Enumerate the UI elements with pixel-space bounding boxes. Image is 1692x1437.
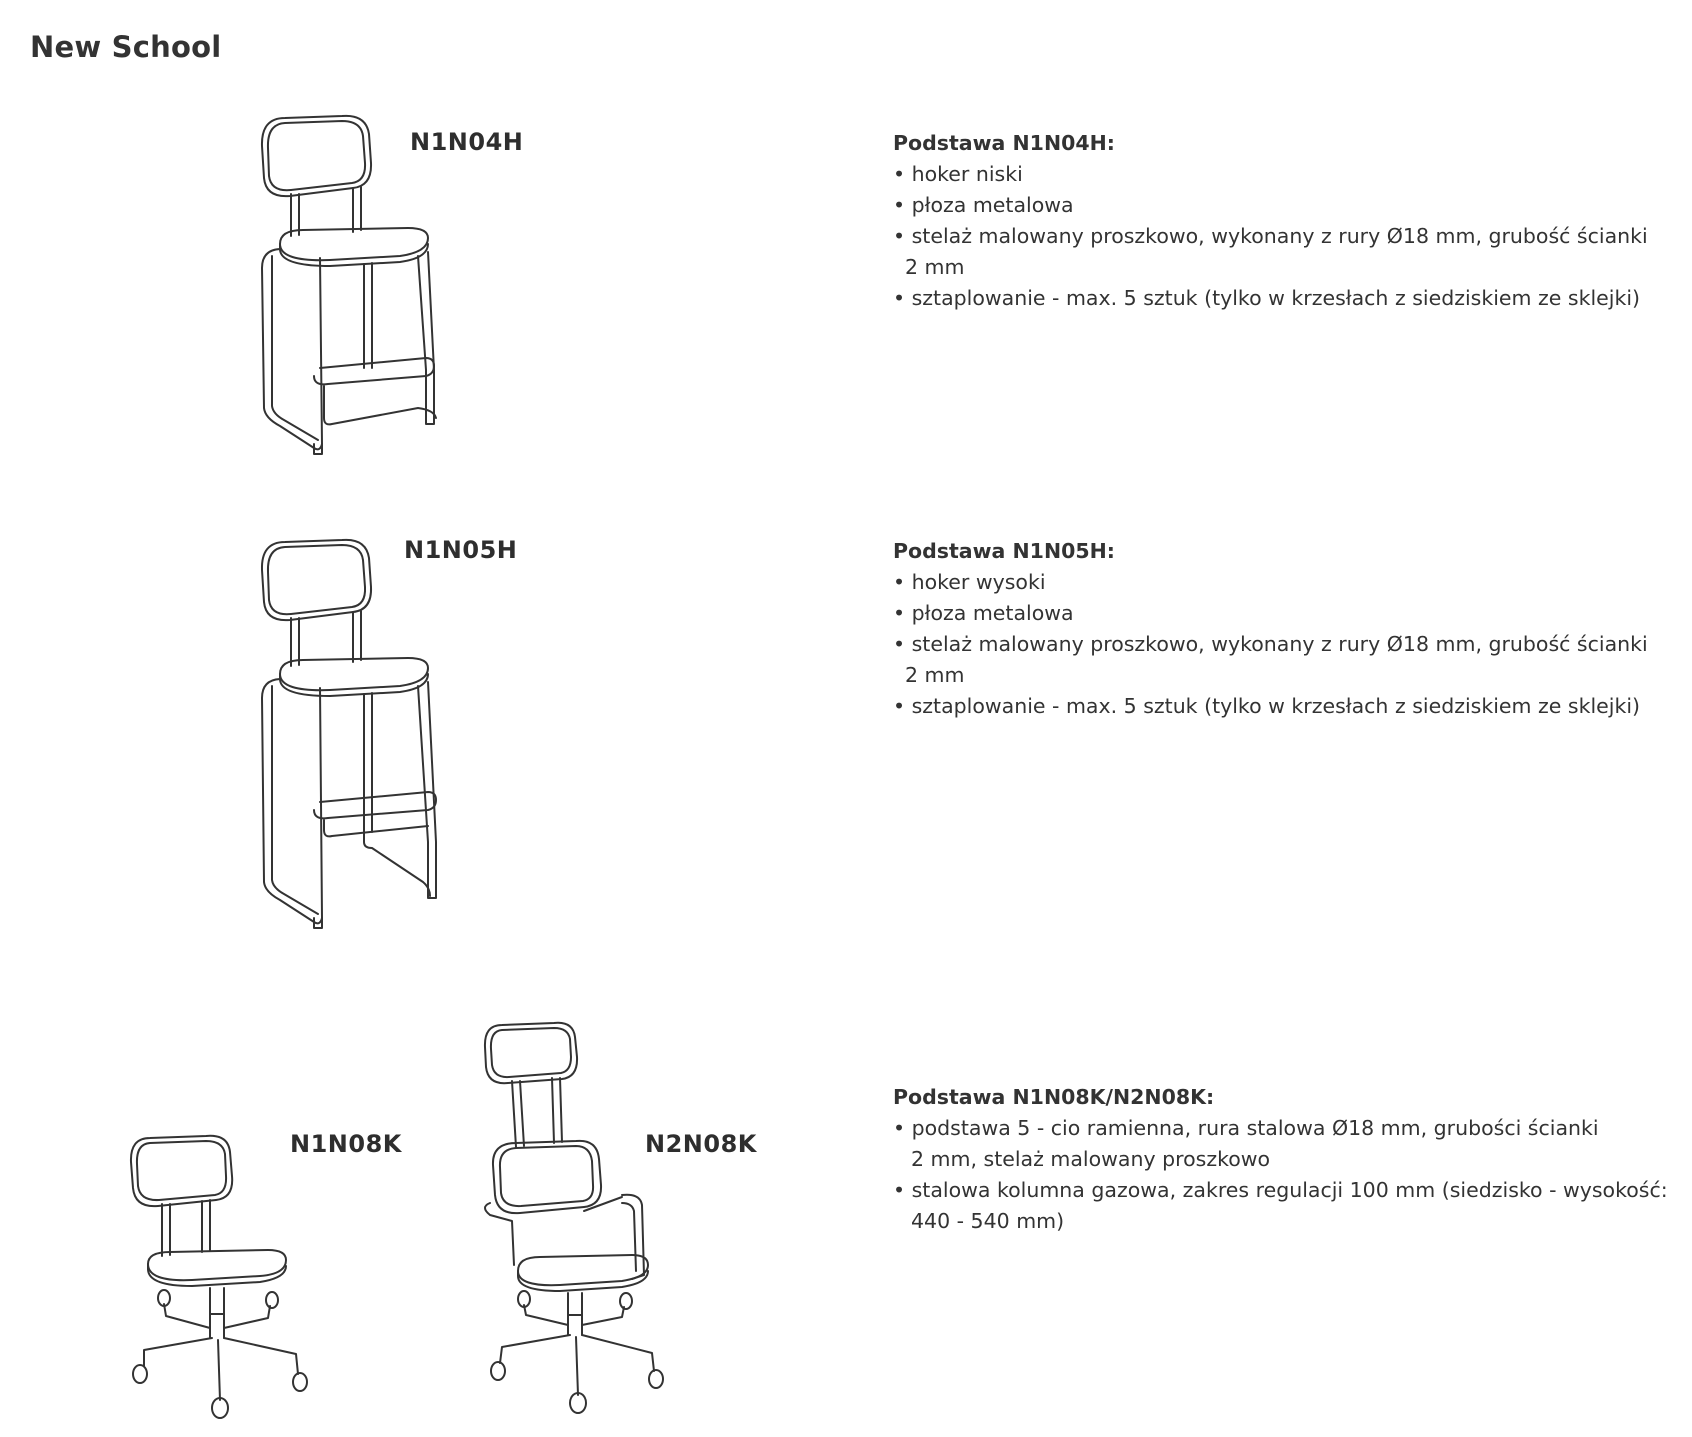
- model-label: N1N05H: [404, 536, 518, 564]
- spec-list: [893, 567, 1683, 722]
- spec-line: • sztaplowanie - max. 5 sztuk (tylko w krzesłach z siedziskiem ze sklejki): [893, 694, 1641, 718]
- spec-title: Podstawa N1N04H:: [893, 131, 1115, 155]
- spec-line-continued: 2 mm: [905, 663, 965, 687]
- spec-item: [893, 1113, 1683, 1175]
- spec-list: [893, 1113, 1683, 1237]
- spec-line: • płoza metalowa: [893, 601, 1074, 625]
- spec-line-continued: 440 - 540 mm): [911, 1209, 1065, 1233]
- model-label: N2N08K: [645, 1130, 757, 1158]
- spec-line: • płoza metalowa: [893, 193, 1074, 217]
- swivel-chair-icon: [128, 1138, 328, 1428]
- spec-item: [893, 159, 1683, 190]
- spec-item: [893, 598, 1683, 629]
- spec-line: • stelaż malowany proszkowo, wykonany z rury Ø18 mm, grubość ścianki: [893, 632, 1648, 656]
- spec-item: [893, 190, 1683, 221]
- spec-line: • hoker wysoki: [893, 570, 1046, 594]
- spec-block: [893, 536, 1683, 722]
- high-stool-icon: [258, 542, 488, 942]
- spec-block: [893, 128, 1683, 314]
- spec-title: Podstawa N1N08K/N2N08K:: [893, 1085, 1215, 1109]
- spec-line: • sztaplowanie - max. 5 sztuk (tylko w krzesłach z siedziskiem ze sklejki): [893, 286, 1641, 310]
- spec-item: [893, 691, 1683, 722]
- swivel-armchair-icon: [482, 1025, 672, 1415]
- spec-line: • hoker niski: [893, 162, 1023, 186]
- spec-line-continued: 2 mm, stelaż malowany proszkowo: [911, 1147, 1271, 1171]
- spec-block: [893, 1082, 1683, 1237]
- page-title: New School: [30, 30, 222, 64]
- spec-line-continued: 2 mm: [905, 255, 965, 279]
- spec-item: [893, 567, 1683, 598]
- spec-item: [893, 1175, 1683, 1237]
- spec-item: [893, 629, 1683, 691]
- spec-item: [893, 221, 1683, 283]
- spec-line: • stalowa kolumna gazowa, zakres regulacji 100 mm (siedzisko - wysokość:: [893, 1178, 1668, 1202]
- model-label: N1N08K: [290, 1130, 402, 1158]
- spec-list: [893, 159, 1683, 314]
- spec-item: [893, 283, 1683, 314]
- model-label: N1N04H: [410, 128, 524, 156]
- spec-title: Podstawa N1N05H:: [893, 539, 1115, 563]
- spec-line: • podstawa 5 - cio ramienna, rura stalowa Ø18 mm, grubości ścianki: [893, 1116, 1599, 1140]
- spec-line: • stelaż malowany proszkowo, wykonany z rury Ø18 mm, grubość ścianki: [893, 224, 1648, 248]
- low-stool-icon: [258, 118, 488, 463]
